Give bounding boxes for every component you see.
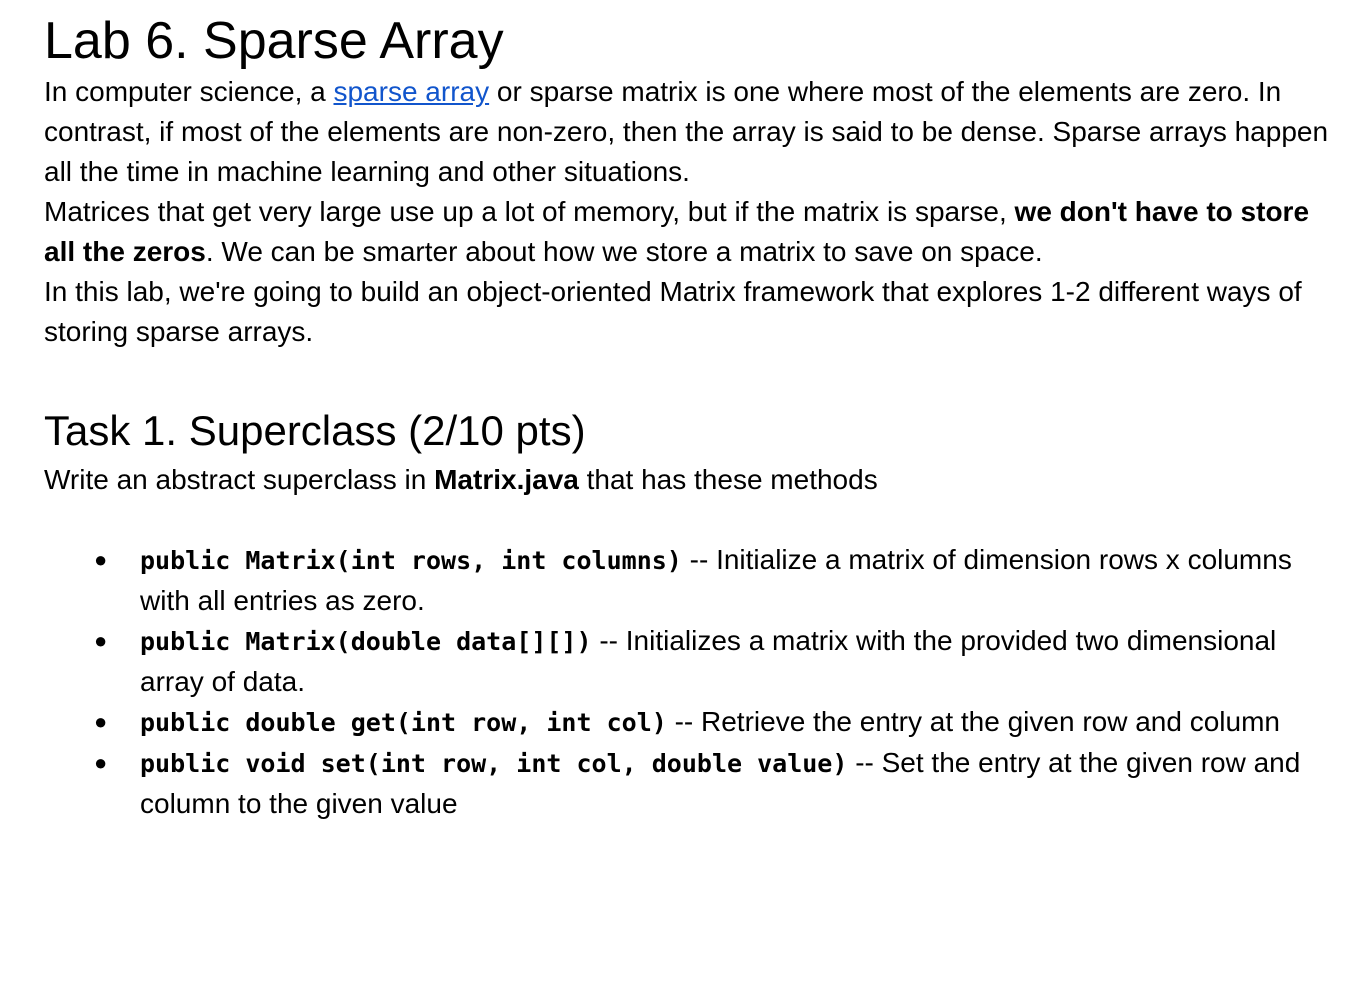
document-body: [44, 0, 1334, 824]
method-list: [44, 540, 1334, 824]
intro-paragraph-1: [44, 72, 1334, 192]
method-signature: public void set(int row, int col, double value): [140, 749, 848, 778]
task1-heading: Task 1. Superclass (2/10 pts): [44, 407, 586, 454]
intro-paragraph-2: [44, 192, 1334, 272]
page-title: Lab 6. Sparse Array: [44, 12, 504, 70]
method-list-item: [44, 621, 1334, 702]
method-description: -- Initializes a matrix with the provided two dimensional array of data.: [140, 625, 1277, 697]
method-signature: public double get(int row, int col): [140, 708, 667, 737]
intro-p2-emphasis: we don't have to store all the zeros: [44, 196, 1310, 267]
method-signature: public Matrix(int rows, int columns): [140, 546, 682, 575]
method-list-item: [44, 702, 1334, 743]
task1-desc-before: Write an abstract superclass in: [44, 464, 435, 495]
intro-p2-text-after: . We can be smarter about how we store a matrix to save on space.: [205, 236, 1043, 267]
intro-p1-text-after: or sparse matrix is one where most of the elements are zero. In contrast, if most of the elements are non-zero, then the array is said to be dense. Sparse arrays happen all the time in machine learning and other situations.: [44, 76, 1329, 187]
bullet-icon: ●: [94, 547, 108, 572]
method-list-item: [44, 743, 1334, 824]
task1-description: [44, 460, 1334, 500]
bullet-icon: ●: [94, 750, 108, 775]
method-description: -- Set the entry at the given row and column to the given value: [140, 747, 1301, 819]
method-list-item: [44, 540, 1334, 621]
bullet-icon: ●: [94, 709, 108, 734]
intro-p1-text-before: In computer science, a: [44, 76, 334, 107]
task1-desc-after: that has these methods: [578, 464, 878, 495]
method-description: -- Initialize a matrix of dimension rows x columns with all entries as zero.: [140, 544, 1292, 616]
method-description: -- Retrieve the entry at the given row and column: [666, 706, 1280, 737]
intro-p2-text-before: Matrices that get very large use up a lot of memory, but if the matrix is sparse,: [44, 196, 1015, 227]
intro-paragraph-3: In this lab, we're going to build an object-oriented Matrix framework that explores 1-2 different ways of storing sparse arrays.: [44, 276, 1302, 347]
bullet-icon: ●: [94, 628, 108, 653]
task1-filename: Matrix.java: [434, 464, 579, 495]
sparse-array-link[interactable]: sparse array: [333, 76, 490, 107]
method-signature: public Matrix(double data[][]): [140, 627, 592, 656]
